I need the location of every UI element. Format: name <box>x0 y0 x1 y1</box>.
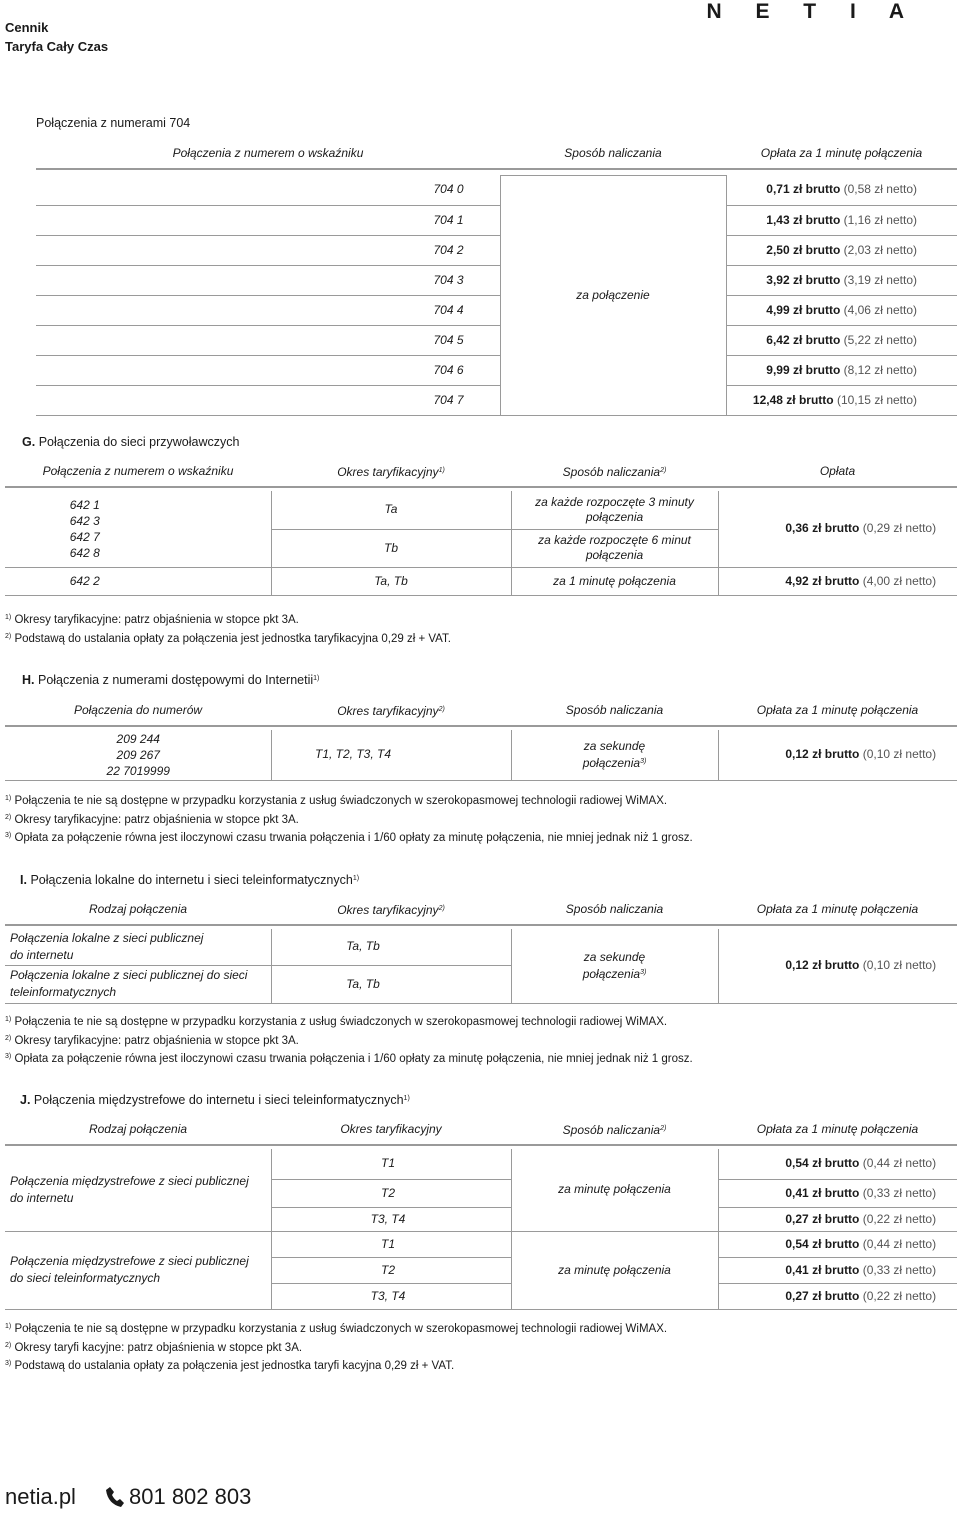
section-i-title: I. Połączenia lokalne do internetu i sieci teleinformatycznych$^{1)}$ <box>20 873 360 887</box>
table-cell-price: 0,27 zł brutto (0,22 zł netto) <box>718 1207 957 1231</box>
col-header: Okres taryfikacyjny$^{1)}$ <box>271 456 511 487</box>
table-cell-price: 0,36 zł brutto (0,29 zł netto) <box>718 491 957 567</box>
footnote: $^{2)}$ Okresy taryfi kacyjne: patrz objaśnienia w stopce pkt 3A. <box>5 1341 303 1354</box>
col-header: Sposób naliczania <box>511 695 718 726</box>
document-header <box>5 18 108 56</box>
table-cell-number: 704 6 <box>36 355 500 385</box>
table-cell-period: T1 <box>271 1149 511 1179</box>
doc-title: Cennik <box>5 20 49 35</box>
table-cell-price: 0,12 zł brutto (0,10 zł netto) <box>718 730 957 780</box>
phone-icon <box>105 1486 125 1508</box>
col-header: Okres taryfikacyjny$^{2)}$ <box>271 695 511 726</box>
table-cell-method: za minutę połączenia <box>511 1231 718 1309</box>
col-header: Rodzaj połączenia <box>5 894 271 925</box>
table-cell-price: 9,99 zł brutto (8,12 zł netto) <box>726 355 957 385</box>
table-cell-price: 0,41 zł brutto (0,33 zł netto) <box>718 1179 957 1207</box>
table-cell-number: 704 1 <box>36 205 500 235</box>
table-cell-period: T2 <box>271 1257 511 1283</box>
table-cell-method: za każde rozpoczęte 6 minut połączenia <box>511 529 718 567</box>
col-header: Sposób naliczania$^{2)}$ <box>511 1114 718 1145</box>
table-cell-period: T3, T4 <box>271 1207 511 1231</box>
col-header: Rodzaj połączenia <box>5 1114 271 1145</box>
footnote: $^{3)}$ Opłata za połączenie równa jest iloczynowi czasu trwania połączenia i 1/60 opłaty za minutę połączenia, nie mniej jednak niż 1 grosz. <box>5 1053 693 1065</box>
footnote: $^{1)}$ Połączenia te nie są dostępne w przypadku korzystania z usług świadczonych w szerokopasmowej technologii radiowej WiMAX. <box>5 795 668 807</box>
table-cell-number: 704 7 <box>36 385 500 415</box>
table-cell-price: 3,92 zł brutto (3,19 zł netto) <box>726 265 957 295</box>
table-cell-number: 704 3 <box>36 265 500 295</box>
col-header: Opłata <box>718 456 957 487</box>
col-header: Okres taryfikacyjny$^{2)}$ <box>271 894 511 925</box>
col-header: Połączenia z numerem o wskaźniku <box>5 456 271 487</box>
table-cell-period: T1, T2, T3, T4 <box>271 730 511 780</box>
footer-phone[interactable] <box>105 1484 251 1510</box>
table-cell-method: za każde rozpoczęte 3 minuty połączenia <box>511 491 718 529</box>
table-h <box>5 695 957 781</box>
footnote: $^{3)}$ Podstawą do ustalania opłaty za połączenia jest jednostka taryfi kacyjna 0,29 zł + VAT. <box>5 1360 455 1372</box>
col-header: Opłata za 1 minutę połączenia <box>718 894 957 925</box>
footnotes-h <box>5 791 693 847</box>
table-cell-price: 4,99 zł brutto (4,06 zł netto) <box>726 295 957 325</box>
table-cell-price: 1,43 zł brutto (1,16 zł netto) <box>726 205 957 235</box>
table-cell-period-tb: Tb <box>271 529 511 567</box>
footnote: $^{1)}$ Połączenia te nie są dostępne w przypadku korzystania z usług świadczonych w szerokopasmowej technologii radiowej WiMAX. <box>5 1323 668 1335</box>
col-header: Opłata za 1 minutę połączenia <box>718 1114 957 1145</box>
table-cell-price: 2,50 zł brutto (2,03 zł netto) <box>726 235 957 265</box>
table-cell-period-ta: Ta <box>271 491 511 529</box>
table-j <box>5 1114 957 1310</box>
table-cell-method: za sekundę połączenia$^{3)}$ <box>511 929 718 1003</box>
table-cell-period: T3, T4 <box>271 1283 511 1309</box>
col-header: Sposób naliczania <box>511 894 718 925</box>
col-header: Opłata za 1 minutę połączenia <box>718 695 957 726</box>
table-cell-price: 0,71 zł brutto (0,58 zł netto) <box>726 175 957 205</box>
table-cell-method: za minutę połączenia <box>511 1149 718 1231</box>
section-g-title: G. Połączenia do sieci przywoławczych <box>22 435 240 449</box>
table-cell-method: za sekundę połączenia$^{3)}$ <box>511 730 718 780</box>
table-cell-period: Ta, Tb <box>271 965 511 1003</box>
footnote: $^{3)}$ Opłata za połączenie równa jest iloczynowi czasu trwania połączenia i 1/60 opłaty za minutę połączenia, nie mniej jednak niż 1 grosz. <box>5 832 693 844</box>
doc-subtitle: Taryfa Cały Czas <box>5 39 109 54</box>
table-cell-numbers: 642 1 642 3 642 7 642 8 <box>5 491 271 567</box>
footnotes-g <box>5 610 451 647</box>
table-i <box>5 894 957 1004</box>
table-cell-period: Ta, Tb <box>271 567 511 595</box>
table-cell-method: za 1 minutę połączenia <box>511 567 718 595</box>
col-header: Sposób naliczania$^{2)}$ <box>511 456 718 487</box>
col-header: Sposób naliczania <box>500 138 726 169</box>
table-cell-method: za połączenie <box>500 175 726 415</box>
footnote: $^{1)}$ Okresy taryfikacyjne: patrz objaśnienia w stopce pkt 3A. <box>5 614 299 626</box>
table-704 <box>36 138 957 416</box>
table-cell-price: 0,41 zł brutto (0,33 zł netto) <box>718 1257 957 1283</box>
table-cell-type: Połączenia międzystrefowe z sieci publicznej do internetu <box>5 1149 271 1231</box>
table-cell-number: 704 5 <box>36 325 500 355</box>
netia-logo: N E T I A <box>706 0 918 23</box>
footnote: $^{2)}$ Okresy taryfikacyjne: patrz objaśnienia w stopce pkt 3A. <box>5 1034 299 1047</box>
table-cell-number: 704 0 <box>36 175 500 205</box>
table-cell-price: 0,27 zł brutto (0,22 zł netto) <box>718 1283 957 1309</box>
col-header: Połączenia z numerem o wskaźniku <box>36 138 500 169</box>
footnote: $^{2)}$ Okresy taryfikacyjne: patrz objaśnienia w stopce pkt 3A. <box>5 813 299 826</box>
table-cell-period: T1 <box>271 1231 511 1257</box>
phone-number: 801 802 803 <box>129 1484 252 1509</box>
table-cell-number: 704 2 <box>36 235 500 265</box>
section-h-title: H. Połączenia z numerami dostępowymi do Internetii$^{1)}$ <box>22 673 320 687</box>
col-header: Okres taryfikacyjny <box>271 1114 511 1145</box>
section-j-title: J. Połączenia międzystrefowe do internetu i sieci teleinformatycznych$^{1)}$ <box>20 1093 410 1107</box>
table-cell-number: 642 2 <box>5 567 271 595</box>
footnotes-j <box>5 1319 667 1375</box>
table-cell-type: Połączenia lokalne z sieci publicznej do sieci teleinformatycznych <box>5 965 271 1003</box>
table-cell-price: 4,92 zł brutto (4,00 zł netto) <box>718 567 957 595</box>
table-cell-price: 0,54 zł brutto (0,44 zł netto) <box>718 1231 957 1257</box>
table-cell-type: Połączenia lokalne z sieci publicznej do internetu <box>5 929 271 965</box>
table-cell-price: 6,42 zł brutto (5,22 zł netto) <box>726 325 957 355</box>
table-cell-type: Połączenia międzystrefowe z sieci publicznej do sieci teleinformatycznych <box>5 1231 271 1309</box>
col-header: Opłata za 1 minutę połączenia <box>726 138 957 169</box>
table-cell-period: Ta, Tb <box>271 929 511 965</box>
table-cell-period: T2 <box>271 1179 511 1207</box>
table-cell-price: 12,48 zł brutto (10,15 zł netto) <box>726 385 957 415</box>
table-cell-price: 0,12 zł brutto (0,10 zł netto) <box>718 929 957 1003</box>
table-cell-number: 704 4 <box>36 295 500 325</box>
footnote: $^{1)}$ Połączenia te nie są dostępne w przypadku korzystania z usług świadczonych w szerokopasmowej technologii radiowej WiMAX. <box>5 1016 668 1028</box>
footer-website[interactable]: netia.pl <box>5 1484 76 1509</box>
table-cell-numbers: 209 244 209 267 22 7019999 <box>5 730 271 780</box>
table-cell-price: 0,54 zł brutto (0,44 zł netto) <box>718 1149 957 1179</box>
footnote: $^{2)}$ Podstawą do ustalania opłaty za połączenia jest jednostka taryfikacyjna 0,29 zł + VAT. <box>5 632 451 645</box>
footnotes-i <box>5 1012 693 1068</box>
section-704-title: Połączenia z numerami 704 <box>36 116 191 130</box>
table-g <box>5 456 957 596</box>
col-header: Połączenia do numerów <box>5 695 271 726</box>
